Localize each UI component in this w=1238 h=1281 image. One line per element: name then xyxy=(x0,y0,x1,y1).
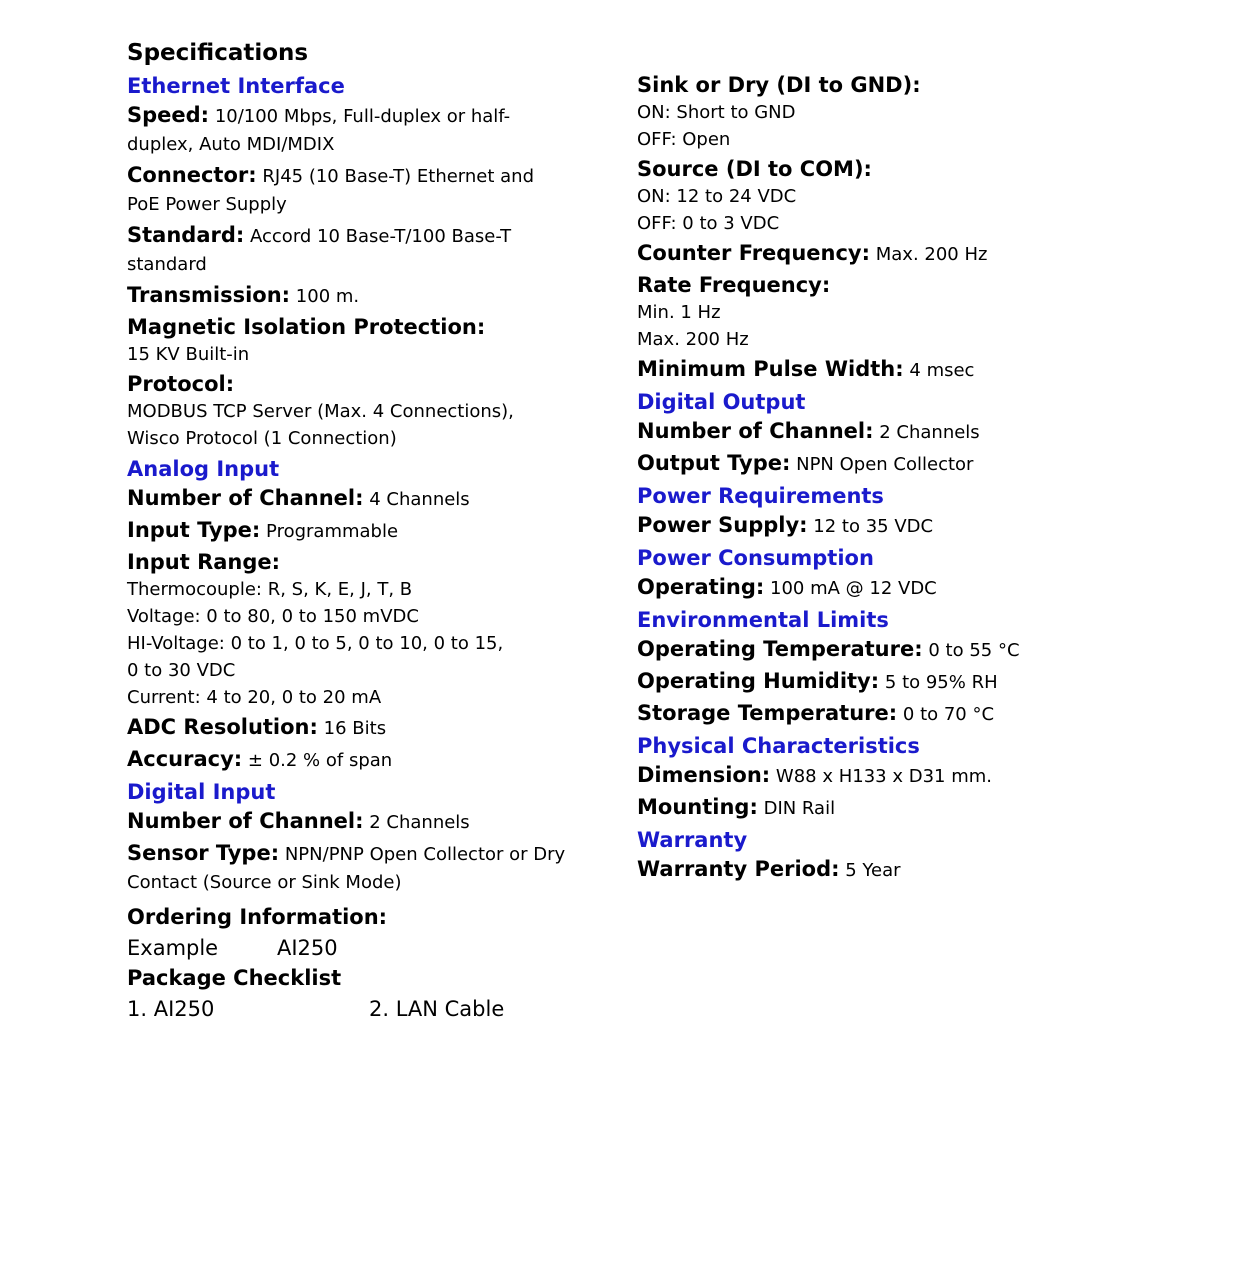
ordering-heading: Ordering Information: xyxy=(127,905,388,929)
spec-label: Number of Channel: xyxy=(637,419,874,443)
right-column xyxy=(637,71,1157,887)
spec-value-line: ON: 12 to 24 VDC xyxy=(637,186,797,207)
spec-counter-frequency xyxy=(637,239,1157,269)
spec-label: ADC Resolution: xyxy=(127,715,318,739)
spec-label: Magnetic Isolation Protection: xyxy=(127,315,486,339)
spec-analog-channels xyxy=(127,484,567,514)
left-column xyxy=(127,71,567,899)
ordering-section xyxy=(127,902,607,1024)
section-heading-warranty: Warranty xyxy=(637,828,748,852)
spec-value: NPN Open Collector xyxy=(796,454,974,475)
spec-protocol xyxy=(127,370,567,452)
section-heading-digital-output: Digital Output xyxy=(637,390,806,414)
section-heading-power-requirements: Power Requirements xyxy=(637,484,884,508)
spec-source xyxy=(637,155,1157,237)
spec-label: Protocol: xyxy=(127,372,235,396)
spec-input-range xyxy=(127,548,567,711)
spec-operating-power xyxy=(637,573,1157,603)
spec-value-line: OFF: Open xyxy=(637,129,731,150)
spec-label: Input Type: xyxy=(127,518,261,542)
spec-label: Sensor Type: xyxy=(127,841,280,865)
package-checklist-row xyxy=(127,994,607,1024)
spec-label: Power Supply: xyxy=(637,513,808,537)
spec-value: ± 0.2 % of span xyxy=(247,750,393,771)
spec-operating-humidity xyxy=(637,667,1157,697)
spec-value: 4 Channels xyxy=(369,489,470,510)
spec-value: 0 to 70 °C xyxy=(902,704,995,725)
spec-value-line: Wisco Protocol (1 Connection) xyxy=(127,428,397,449)
section-heading-environmental-limits: Environmental Limits xyxy=(637,608,889,632)
spec-value: 100 mA @ 12 VDC xyxy=(770,578,937,599)
spec-label: Operating Temperature: xyxy=(637,637,923,661)
spec-value: NPN/PNP Open Collector or Dry Contact (Source or Sink Mode) xyxy=(127,844,566,893)
spec-label: Input Range: xyxy=(127,550,281,574)
spec-storage-temperature xyxy=(637,699,1157,729)
spec-pulse-width xyxy=(637,355,1157,385)
spec-dimension xyxy=(637,761,1157,791)
spec-value: Programmable xyxy=(266,521,399,542)
spec-transmission xyxy=(127,281,567,311)
spec-label: Speed: xyxy=(127,103,210,127)
spec-output-type xyxy=(637,449,1157,479)
spec-value-line: Current: 4 to 20, 0 to 20 mA xyxy=(127,687,382,708)
section-heading-digital-input: Digital Input xyxy=(127,780,276,804)
section-heading-ethernet: Ethernet Interface xyxy=(127,74,345,98)
spec-accuracy xyxy=(127,745,567,775)
spec-label: Connector: xyxy=(127,163,257,187)
spec-value: RJ45 (10 Base-T) Ethernet and PoE Power Supply xyxy=(127,166,535,215)
spec-label: Dimension: xyxy=(637,763,771,787)
spec-value: 2 Channels xyxy=(879,422,980,443)
package-item: 1. AI250 xyxy=(127,997,215,1021)
spec-label: Storage Temperature: xyxy=(637,701,898,725)
spec-label: Warranty Period: xyxy=(637,857,840,881)
spec-label: Number of Channel: xyxy=(127,486,364,510)
spec-value-line: Min. 1 Hz xyxy=(637,302,721,323)
spec-value: 5 Year xyxy=(845,860,901,881)
spec-value: 12 to 35 VDC xyxy=(813,516,934,537)
spec-value: 15 KV Built-in xyxy=(127,344,250,365)
page-title: Specifications xyxy=(127,40,309,66)
spec-value: Max. 200 Hz xyxy=(875,244,988,265)
spec-value: 16 Bits xyxy=(323,718,387,739)
spec-value: 4 msec xyxy=(909,360,975,381)
spec-label: Operating Humidity: xyxy=(637,669,880,693)
spec-label: Sink or Dry (DI to GND): xyxy=(637,73,921,97)
spec-value-line: MODBUS TCP Server (Max. 4 Connections), xyxy=(127,401,514,422)
spec-label: Source (DI to COM): xyxy=(637,157,872,181)
spec-adc-resolution xyxy=(127,713,567,743)
spec-di-channels xyxy=(127,807,567,837)
ordering-example-label: Example xyxy=(127,936,219,960)
spec-warranty-period xyxy=(637,855,1157,885)
spec-sink-dry xyxy=(637,71,1157,153)
spec-value: 10/100 Mbps, Full-duplex or half-duplex, Auto MDI/MDIX xyxy=(127,106,511,155)
spec-speed xyxy=(127,101,567,159)
spec-isolation xyxy=(127,313,567,368)
spec-rate-frequency xyxy=(637,271,1157,353)
spec-value: 2 Channels xyxy=(369,812,470,833)
spec-standard xyxy=(127,221,567,279)
spec-sensor-type xyxy=(127,839,567,897)
ordering-example-value: AI250 xyxy=(277,936,338,960)
spec-label: Output Type: xyxy=(637,451,791,475)
spec-connector xyxy=(127,161,567,219)
spec-value-line: HI-Voltage: 0 to 1, 0 to 5, 0 to 10, 0 to 15, xyxy=(127,633,504,654)
spec-value: 100 m. xyxy=(295,286,360,307)
spec-label: Rate Frequency: xyxy=(637,273,831,297)
spec-label: Accuracy: xyxy=(127,747,243,771)
spec-input-type xyxy=(127,516,567,546)
spec-label: Mounting: xyxy=(637,795,758,819)
spec-label: Number of Channel: xyxy=(127,809,364,833)
spec-value: W88 x H133 x D31 mm. xyxy=(775,766,992,787)
spec-power-supply xyxy=(637,511,1157,541)
spec-value-line: Voltage: 0 to 80, 0 to 150 mVDC xyxy=(127,606,419,627)
spec-value-line: 0 to 30 VDC xyxy=(127,660,236,681)
spec-value: 0 to 55 °C xyxy=(928,640,1020,661)
spec-do-channels xyxy=(637,417,1157,447)
package-checklist-heading: Package Checklist xyxy=(127,966,342,990)
spec-value-line: OFF: 0 to 3 VDC xyxy=(637,213,780,234)
spec-value-line: ON: Short to GND xyxy=(637,102,796,123)
spec-value: Accord 10 Base-T/100 Base-T standard xyxy=(127,226,512,275)
spec-label: Standard: xyxy=(127,223,245,247)
spec-value-line: Thermocouple: R, S, K, E, J, T, B xyxy=(127,579,413,600)
section-heading-analog-input: Analog Input xyxy=(127,457,280,481)
spec-mounting xyxy=(637,793,1157,823)
section-heading-physical-characteristics: Physical Characteristics xyxy=(637,734,920,758)
spec-value: DIN Rail xyxy=(763,798,836,819)
spec-label: Transmission: xyxy=(127,283,291,307)
ordering-example-row xyxy=(127,933,607,963)
package-item: 2. LAN Cable xyxy=(369,997,505,1021)
spec-operating-temperature xyxy=(637,635,1157,665)
spec-value-line: Max. 200 Hz xyxy=(637,329,749,350)
spec-label: Minimum Pulse Width: xyxy=(637,357,904,381)
spec-value: 5 to 95% RH xyxy=(884,672,998,693)
section-heading-power-consumption: Power Consumption xyxy=(637,546,874,570)
spec-label: Operating: xyxy=(637,575,765,599)
spec-label: Counter Frequency: xyxy=(637,241,870,265)
